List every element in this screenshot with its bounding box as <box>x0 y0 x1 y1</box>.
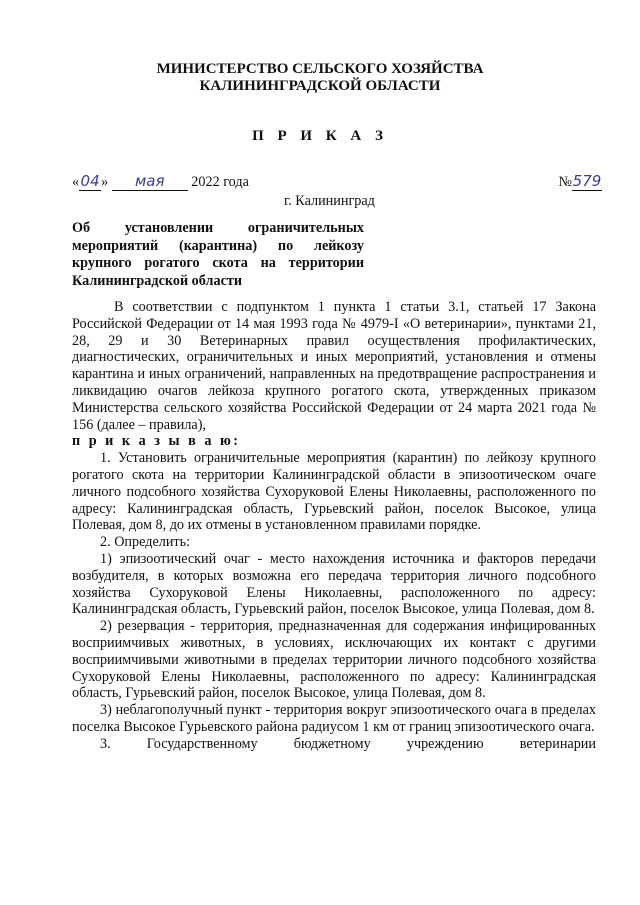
decree-word: п р и к а з ы в а ю: <box>72 433 241 450</box>
item-3-paragraph: 3. Государственному бюджетному учреждению ветеринарии <box>100 735 596 752</box>
item-2-1-paragraph: 1) эпизоотический очаг - место нахождения источника и факторов передачи возбудителя, в которых возможна его передача территория личного подсобного хозяйства Сухоруковой Елены Николаевны, расположенного по адресу: Калининградская область, Гурьевский район, поселок Высокое, улица Полевая, дом 8. <box>72 550 596 618</box>
ministry-name-line2: КАЛИНИНГРАДСКОЙ ОБЛАСТИ <box>199 78 441 94</box>
item-2-paragraph: 2. Определить: <box>100 534 191 551</box>
item-1-paragraph: 1. Установить ограничительные мероприятия (карантин) по лейкозу крупного рогатого скота на территории Калининградской области в эпизоотическом очаге личного подсобного хозяйства Сухоруковой Елены Николаевны, расположенного по адресу: Калининградская область, Гурьевский район, поселок Высокое, улица Полевая, дом 8, до их отмены в установленном правилами порядке. <box>72 450 596 534</box>
subject-line: Об установлении ограничительных <box>72 220 364 236</box>
order-number <box>558 172 602 191</box>
date-day-handwritten: 04 <box>80 172 100 190</box>
preamble-paragraph: В соответствии с подпунктом 1 пункта 1 статьи 3.1, статьей 17 Закона Российской Федерации от 14 мая 1993 года № 4979-I «О ветеринарии», пунктами 21, 28, 29 и 30 Ветеринарных правил осуществления профилактических, диагностических, ограничительных и иных мероприятий, установления и отмены карантина и иных ограничений, направленных на предотвращение распространения и ликвидацию очагов лейкоза крупного рогатого скота, утвержденных приказом Министерства сельского хозяйства Российской Федерации от 24 марта 2021 года № 156 (далее – правила), <box>72 299 596 433</box>
date-year: 2022 года <box>191 174 249 190</box>
item-2-3-paragraph: 3) неблагополучный пункт - территория вокруг эпизоотического очага в пределах поселка Высокое Гурьевского района радиусом 1 км от границ эпизоотического очага. <box>72 702 596 735</box>
quote-close: » <box>101 174 109 190</box>
order-body <box>72 299 596 753</box>
quote-open: « <box>72 174 80 190</box>
order-date <box>72 172 249 191</box>
subject-line: мероприятий (карантина) по лейкозу <box>72 237 364 254</box>
subject-line: крупного рогатого скота на территории <box>72 255 364 271</box>
number-sign: № <box>558 174 572 190</box>
subject-line: Калининградской области <box>72 272 243 289</box>
order-number-handwritten: 579 <box>572 172 602 190</box>
item-2-2-paragraph: 2) резервация - территория, предназначенная для содержания инфицированных восприимчивых животных, в условиях, исключающих их контакт с другими восприимчивыми животными в пределах территории личного подсобного хозяйства Сухоруковой Елены Николаевны, расположенного по адресу: Калининградская область, Гурьевский район, поселок Высокое, улица Полевая, дом 8. <box>72 618 596 702</box>
date-number-line <box>72 172 602 192</box>
date-month-handwritten: мая <box>112 172 188 191</box>
document-type-title: П Р И К А З <box>252 128 388 144</box>
order-subject <box>72 220 364 290</box>
ministry-name-line1: МИНИСТЕРСТВО СЕЛЬСКОГО ХОЗЯЙСТВА <box>156 61 484 77</box>
city-name: г. Калининград <box>284 193 375 209</box>
